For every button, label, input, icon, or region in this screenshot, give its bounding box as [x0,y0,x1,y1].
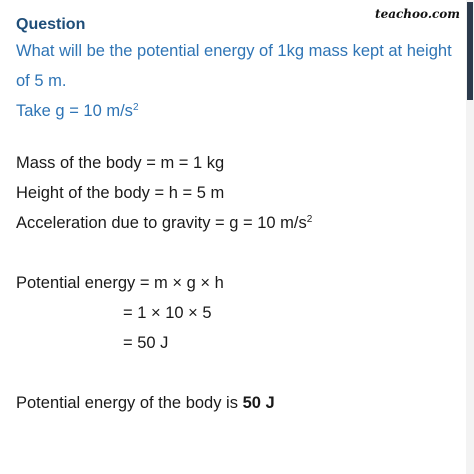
solution-step-substitution: = 1 × 10 × 5 [123,304,212,322]
conclusion-text: Potential energy of the body is [16,394,243,412]
given-mass: Mass of the body = m = 1 kg [16,154,225,172]
gravity-exponent: 2 [306,214,313,225]
question-text-line2 [16,96,461,126]
question-text-line1: What will be the potential energy of 1kg mass kept at height of 5 m. [16,42,452,90]
scrollbar-thumb[interactable] [467,2,473,100]
solution-step-formula: Potential energy = m × g × h [16,274,224,292]
question-content [16,14,461,418]
given-height: Height of the body = h = 5 m [16,184,225,202]
given-gravity [16,208,461,238]
question-exponent: 2 [132,102,139,113]
scrollbar[interactable] [466,0,474,474]
brand-logo: teachoo.com [375,7,460,21]
question-heading: Question [16,16,86,33]
given-gravity-text: Acceleration due to gravity = g = 10 m/s [16,214,307,232]
question-given-g: Take g = 10 m/s [16,102,133,120]
conclusion [16,388,461,418]
solution-step-result: = 50 J [123,334,169,352]
answer-value: 50 J [242,394,275,412]
